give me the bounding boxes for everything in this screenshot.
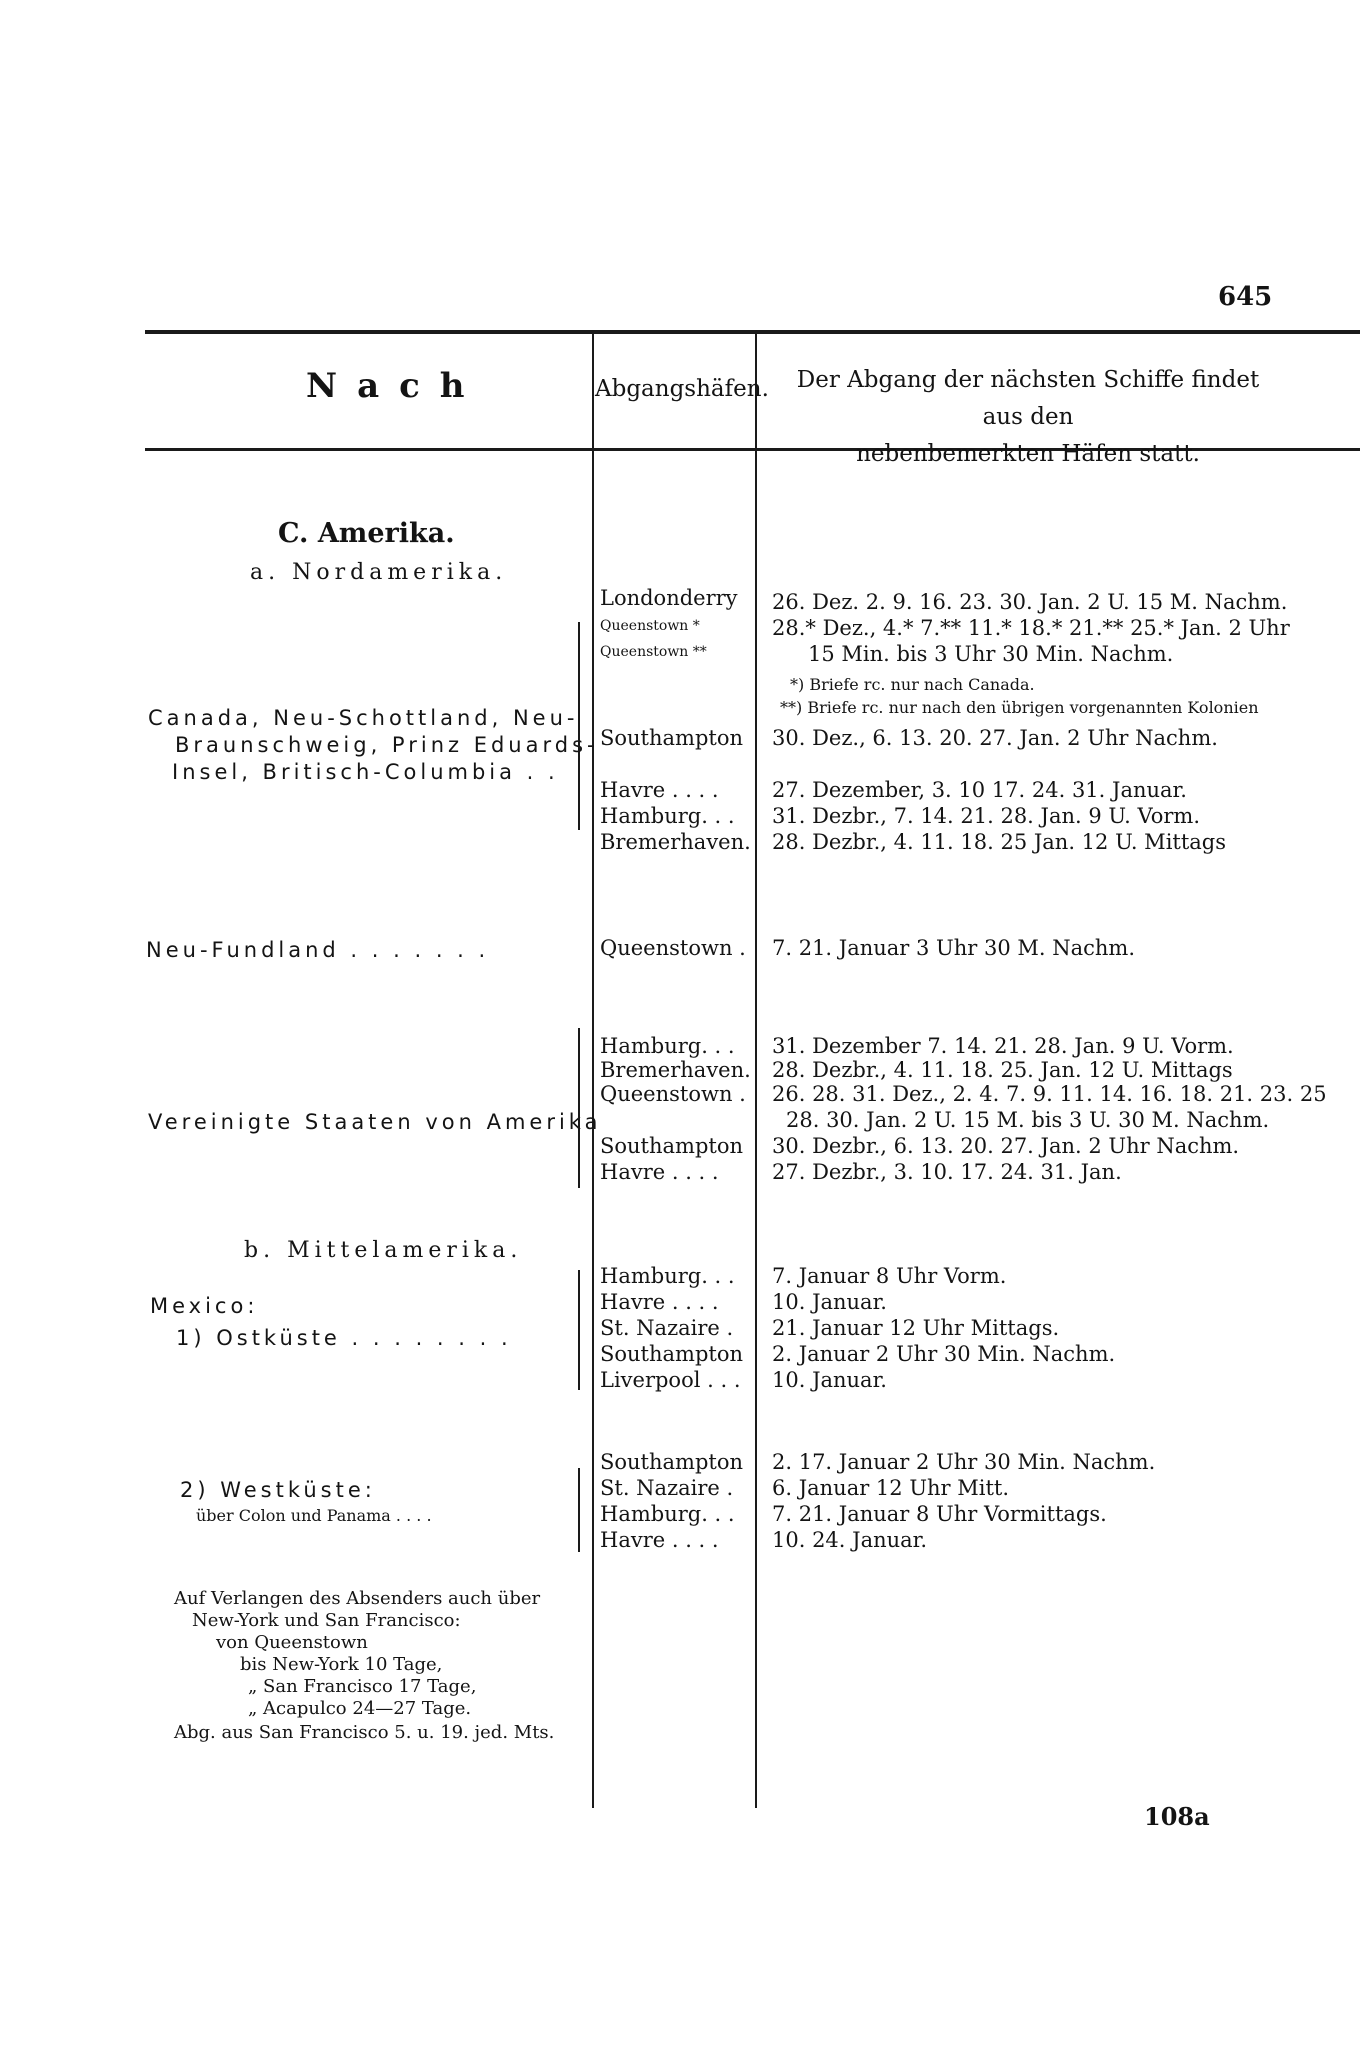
header-departures — [778, 362, 1278, 473]
mexico-east-port-4: Southampton — [600, 1342, 744, 1366]
subsection-central-america: b. Mittelamerika. — [244, 1238, 523, 1263]
header-departures-line1: Der Abgang der nächsten Schiffe findet aus den — [796, 367, 1260, 430]
canada-destination-line3: Insel, Britisch-Columbia . . — [172, 760, 559, 784]
mexico-east-port-3: St. Nazaire . — [600, 1316, 734, 1340]
port-queenstown-1: Queenstown * — [600, 618, 700, 634]
mexico-east-brace — [578, 1270, 580, 1390]
newfoundland-destination: Neu-Fundland . . . . . . . — [146, 938, 490, 962]
sheet-signature: 108a — [1144, 1802, 1210, 1831]
header-departures-line2: nebenbemerkten Häfen statt. — [856, 441, 1200, 467]
header-ports: Abgangshäfen. — [595, 376, 769, 402]
usa-port-4: Southampton — [600, 1134, 744, 1158]
mexico-east-departure-4: 2. Januar 2 Uhr 30 Min. Nachm. — [772, 1342, 1116, 1366]
mexico-east-departure-2: 10. Januar. — [772, 1290, 887, 1314]
header-top-rule — [145, 330, 1360, 334]
usa-departure-1: 31. Dezember 7. 14. 21. 28. Jan. 9 U. Vorm. — [772, 1034, 1234, 1058]
canada-departure-6: 28. Dezbr., 4. 11. 18. 25 Jan. 12 U. Mittags — [772, 830, 1227, 854]
usa-destination: Vereinigte Staaten von Amerika — [148, 1110, 602, 1134]
canada-note-1: *) Briefe rc. nur nach Canada. — [790, 675, 1035, 694]
usa-port-3: Queenstown . — [600, 1082, 746, 1106]
footnote-line-5: „ San Francisco 17 Tage, — [248, 1676, 477, 1697]
mexico-west-via: über Colon und Panama . . . . — [196, 1506, 432, 1525]
mexico-west-departure-2: 6. Januar 12 Uhr Mitt. — [772, 1476, 1010, 1500]
usa-departure-3-cont: 28. 30. Jan. 2 U. 15 M. bis 3 U. 30 M. Nachm. — [786, 1108, 1270, 1132]
footnote-line-3: von Queenstown — [216, 1632, 368, 1653]
footnote-line-6: „ Acapulco 24—27 Tage. — [248, 1698, 472, 1719]
canada-departure-3: 30. Dez., 6. 13. 20. 27. Jan. 2 Uhr Nachm. — [772, 726, 1218, 750]
mexico-west-brace — [578, 1468, 580, 1552]
subsection-north-america: a. Nordamerika. — [250, 560, 508, 585]
port-queenstown-2: Queenstown ** — [600, 644, 707, 660]
usa-departure-2: 28. Dezbr., 4. 11. 18. 25. Jan. 12 U. Mittags — [772, 1058, 1233, 1082]
canada-departure-5: 31. Dezbr., 7. 14. 21. 28. Jan. 9 U. Vorm. — [772, 804, 1201, 828]
mexico-east-departure-3: 21. Januar 12 Uhr Mittags. — [772, 1316, 1060, 1340]
mexico-west-coast: 2) Westküste: — [180, 1478, 376, 1502]
mexico-east-departure-1: 7. Januar 8 Uhr Vorm. — [772, 1264, 1007, 1288]
canada-departure-1: 26. Dez. 2. 9. 16. 23. 30. Jan. 2 U. 15 M. Nachm. — [772, 590, 1288, 614]
canada-destination-line2: Braunschweig, Prinz Eduards- — [175, 733, 599, 757]
port-bremerhaven: Bremerhaven. — [600, 830, 751, 854]
canada-note-2: **) Briefe rc. nur nach den übrigen vorgenannten Kolonien — [780, 698, 1259, 717]
footnote-line-2: New-York und San Francisco: — [192, 1610, 461, 1631]
mexico-title: Mexico: — [150, 1294, 259, 1318]
mexico-west-port-1: Southampton — [600, 1450, 744, 1474]
footnote-line-4: bis New-York 10 Tage, — [240, 1654, 443, 1675]
section-title: C. Amerika. — [278, 518, 455, 549]
usa-port-1: Hamburg. . . — [600, 1034, 735, 1058]
mexico-west-port-3: Hamburg. . . — [600, 1502, 735, 1526]
mexico-west-port-4: Havre . . . . — [600, 1528, 719, 1552]
port-londonderry: Londonderry — [600, 586, 738, 610]
canada-departure-2-cont: 15 Min. bis 3 Uhr 30 Min. Nachm. — [808, 642, 1174, 666]
usa-departure-5: 27. Dezbr., 3. 10. 17. 24. 31. Jan. — [772, 1160, 1122, 1184]
usa-departure-4: 30. Dezbr., 6. 13. 20. 27. Jan. 2 Uhr Nachm. — [772, 1134, 1240, 1158]
newfoundland-departure: 7. 21. Januar 3 Uhr 30 M. Nachm. — [772, 936, 1135, 960]
usa-departure-3: 26. 28. 31. Dez., 2. 4. 7. 9. 11. 14. 16. 18. 21. 23. 25 — [772, 1082, 1327, 1106]
footnote-line-7: Abg. aus San Francisco 5. u. 19. jed. Mts. — [174, 1722, 555, 1743]
usa-brace — [578, 1028, 580, 1188]
usa-port-5: Havre . . . . — [600, 1160, 719, 1184]
page-number: 645 — [1218, 282, 1273, 312]
mexico-west-departure-1: 2. 17. Januar 2 Uhr 30 Min. Nachm. — [772, 1450, 1156, 1474]
mexico-east-departure-5: 10. Januar. — [772, 1368, 887, 1392]
canada-destination-line1: Canada, Neu-Schottland, Neu- — [148, 706, 579, 730]
canada-brace — [578, 622, 580, 830]
canada-departure-4: 27. Dezember, 3. 10 17. 24. 31. Januar. — [772, 778, 1187, 802]
mexico-east-port-5: Liverpool . . . — [600, 1368, 741, 1392]
port-havre: Havre . . . . — [600, 778, 719, 802]
mexico-east-port-1: Hamburg. . . — [600, 1264, 735, 1288]
column-divider-2 — [755, 330, 757, 1808]
column-divider-1 — [592, 330, 594, 1808]
canada-departure-2: 28.* Dez., 4.* 7.** 11.* 18.* 21.** 25.* Jan. 2 Uhr — [772, 616, 1290, 640]
footnote-line-1: Auf Verlangen des Absenders auch über — [174, 1588, 541, 1609]
mexico-east-port-2: Havre . . . . — [600, 1290, 719, 1314]
mexico-east-coast: 1) Ostküste . . . . . . . . — [176, 1326, 512, 1350]
mexico-west-departure-3: 7. 21. Januar 8 Uhr Vormittags. — [772, 1502, 1107, 1526]
port-hamburg: Hamburg. . . — [600, 804, 735, 828]
newfoundland-port: Queenstown . — [600, 936, 746, 960]
mexico-west-port-2: St. Nazaire . — [600, 1476, 734, 1500]
header-destination: Nach — [306, 366, 485, 406]
mexico-west-departure-4: 10. 24. Januar. — [772, 1528, 928, 1552]
usa-port-2: Bremerhaven. — [600, 1058, 751, 1082]
port-southampton: Southampton — [600, 726, 744, 750]
